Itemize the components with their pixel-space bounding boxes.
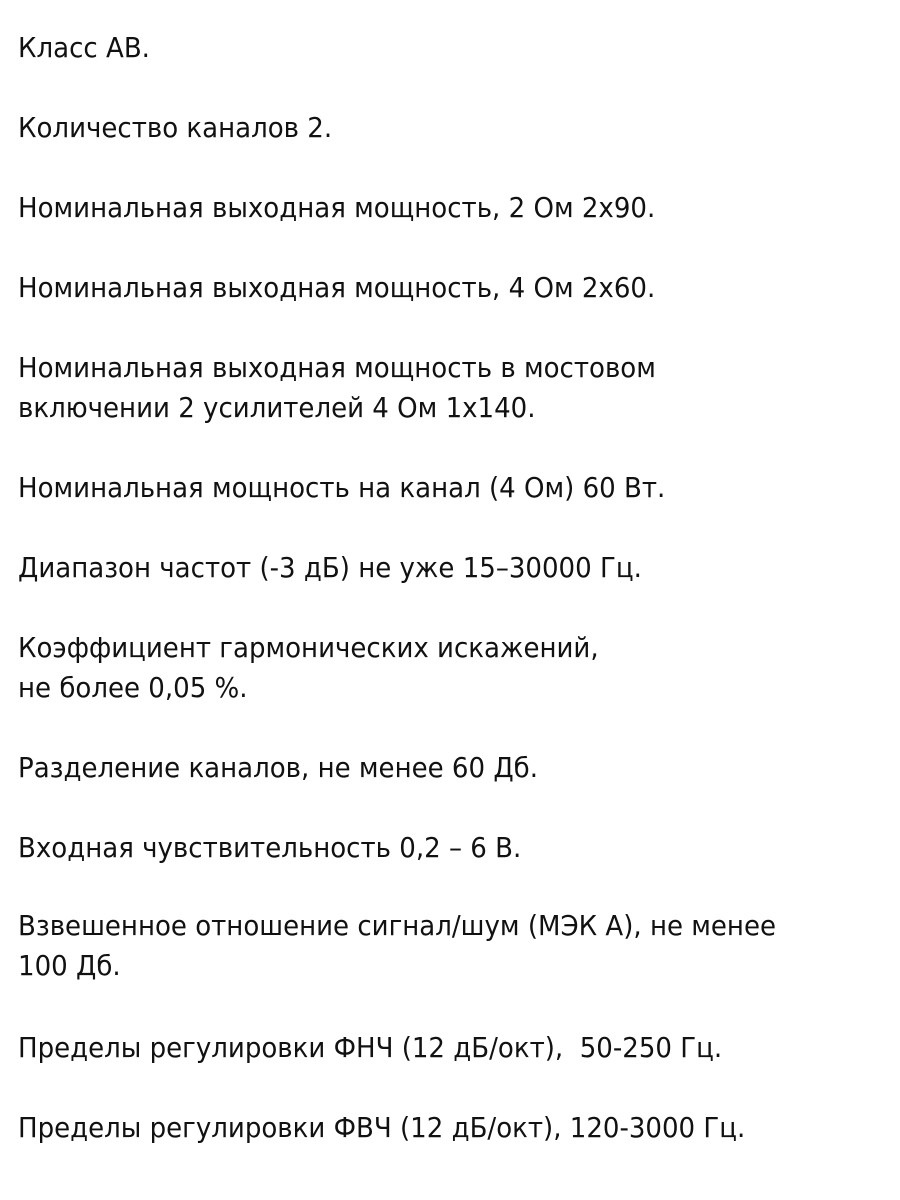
spec-hpf-range: Пределы регулировки ФВЧ (12 дБ/окт), 120-3000 Гц. [18,1111,746,1144]
spec-frequency-range: Диапазон частот (-3 дБ) не уже 15–30000 Гц. [18,551,642,584]
spec-snr-line1: Взвешенное отношение сигнал/шум (МЭК А), не менее [18,909,777,942]
spec-power-2ohm: Номинальная выходная мощность, 2 Ом 2х90. [18,191,656,224]
spec-class: Класс АВ. [18,31,150,64]
spec-channels: Количество каналов 2. [18,111,333,144]
spec-input-sensitivity: Входная чувствительность 0,2 – 6 В. [18,831,522,864]
spec-bridge-power-line2: включении 2 усилителей 4 Ом 1х140. [18,391,536,424]
spec-channel-separation: Разделение каналов, не менее 60 Дб. [18,751,539,784]
spec-thd-line2: не более 0,05 %. [18,671,248,704]
spec-lpf-range: Пределы регулировки ФНЧ (12 дБ/окт), 50-250 Гц. [18,1031,723,1064]
spec-bridge-power-line1: Номинальная выходная мощность в мостовом [18,351,656,384]
spec-snr-line2: 100 Дб. [18,949,121,982]
spec-power-per-channel: Номинальная мощность на канал (4 Ом) 60 Вт. [18,471,666,504]
spec-thd-line1: Коэффициент гармонических искажений, [18,631,599,664]
spec-power-4ohm: Номинальная выходная мощность, 4 Ом 2х60. [18,271,656,304]
